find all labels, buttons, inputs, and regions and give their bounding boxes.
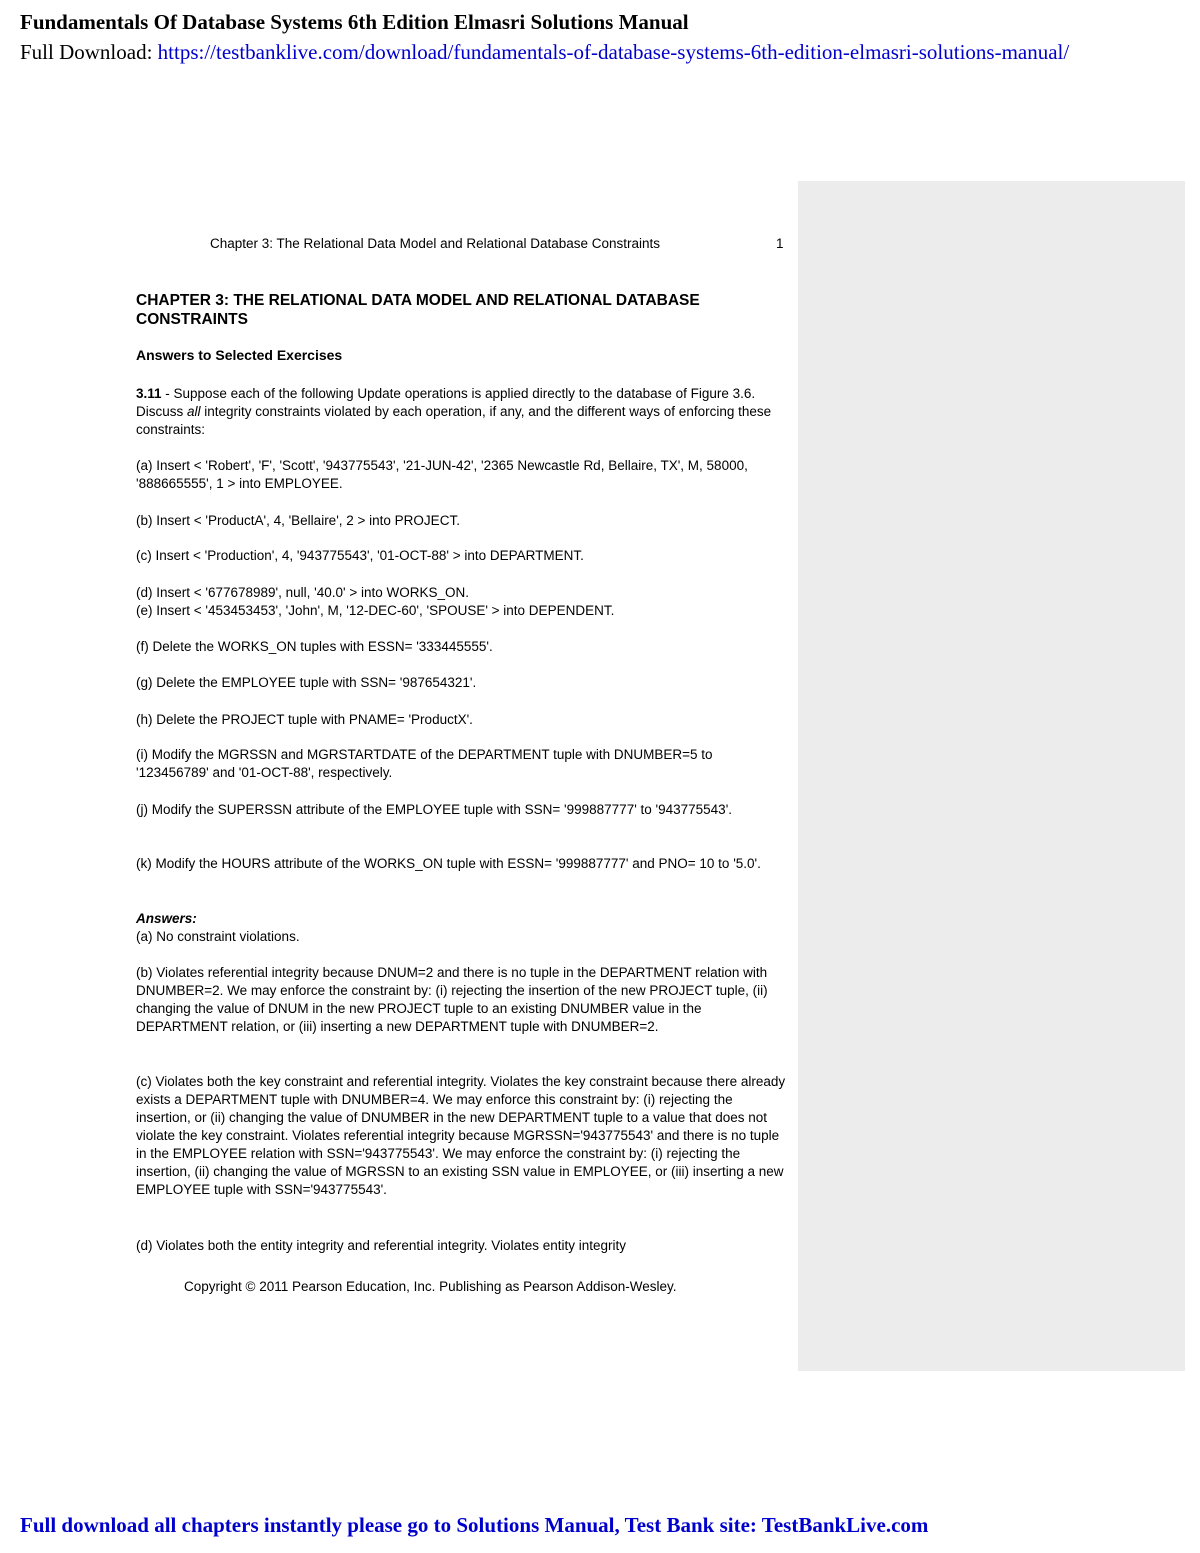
copyright-notice: Copyright © 2011 Pearson Education, Inc. Publishing as Pearson Addison-Wesley. bbox=[184, 1279, 677, 1294]
exercise-item-e: (e) Insert < '453453453', 'John', M, '12-DEC-60', 'SPOUSE' > into DEPENDENT. bbox=[136, 603, 615, 618]
answer-c: (c) Violates both the key constraint and referential integrity. Violates the key constraint because there already exists a DEPARTMENT tuple with DNUMBER=4. We may enforce this constraint by: (i) rejecting the insertion, or (ii) changing the value of DNUMBER in the new DEPARTMENT tuple to a value that does not violate the key constraint. Violates referential integrity because MGRSSN='943775543' and there is no tuple in the EMPLOYEE relation with SSN='943775543'. We may enforce the constraint by: (i) rejecting the insertion, (ii) changing the value of MGRSSN to an existing SSN value in EMPLOYEE, or (iii) inserting a new EMPLOYEE tuple with SSN='943775543'. bbox=[136, 1074, 786, 1197]
section-title: Answers to Selected Exercises bbox=[136, 347, 343, 363]
exercise-item-f: (f) Delete the WORKS_ON tuples with ESSN= '333445555'. bbox=[136, 639, 493, 654]
answer-b: (b) Violates referential integrity because DNUM=2 and there is no tuple in the DEPARTMENT relation with DNUMBER=2. We may enforce the constraint by: (i) rejecting the insertion of the new PROJECT tuple, (ii) changing the value of DNUM in the new PROJECT tuple to an existing DNUMBER value in the DEPARTMENT relation, or (iii) inserting a new DEPARTMENT tuple with DNUMBER=2. bbox=[136, 965, 768, 1034]
footer-banner[interactable]: Full download all chapters instantly please go to Solutions Manual, Test Bank site: TestBankLive.com bbox=[20, 1513, 929, 1537]
document-title: Fundamentals Of Database Systems 6th Edition Elmasri Solutions Manual bbox=[20, 10, 689, 34]
exercise-number: 3.11 bbox=[136, 386, 162, 401]
exercise-item-g: (g) Delete the EMPLOYEE tuple with SSN= '987654321'. bbox=[136, 675, 477, 690]
exercise-item-c: (c) Insert < 'Production', 4, '943775543', '01-OCT-88' > into DEPARTMENT. bbox=[136, 548, 584, 563]
answer-d: (d) Violates both the entity integrity and referential integrity. Violates entity integrity bbox=[136, 1238, 627, 1253]
exercise-intro-emphasis: all bbox=[187, 404, 201, 419]
chapter-title: CHAPTER 3: THE RELATIONAL DATA MODEL AND RELATIONAL DATABASE CONSTRAINTS bbox=[136, 292, 700, 328]
download-line bbox=[20, 40, 1069, 65]
exercise-intro-text-a: - Suppose each of the following Update operations is applied directly to the database of Figure 3.6. Discuss bbox=[136, 386, 756, 419]
download-label: Full Download: bbox=[20, 40, 158, 64]
exercise-item-b: (b) Insert < 'ProductA', 4, 'Bellaire', 2 > into PROJECT. bbox=[136, 513, 460, 528]
exercise-intro-text-b: integrity constraints violated by each operation, if any, and the different ways of enforcing these constraints: bbox=[136, 404, 772, 437]
exercise-item-k: (k) Modify the HOURS attribute of the WORKS_ON tuple with ESSN= '999887777' and PNO= 10 to '5.0'. bbox=[136, 856, 761, 871]
download-link[interactable]: https://testbanklive.com/download/fundamentals-of-database-systems-6th-edition-elmasri-solutions-manual/ bbox=[157, 40, 1070, 64]
running-header: Chapter 3: The Relational Data Model and Relational Database Constraints bbox=[210, 236, 661, 251]
exercise-item-a: (a) Insert < 'Robert', 'F', 'Scott', '943775543', '21-JUN-42', '2365 Newcastle Rd, Bellaire, TX', M, 58000, '888665555', 1 > into EMPLOYEE. bbox=[136, 458, 748, 491]
answers-block bbox=[136, 910, 786, 946]
exercise-item-j: (j) Modify the SUPERSSN attribute of the EMPLOYEE tuple with SSN= '999887777' to '943775543'. bbox=[136, 802, 733, 817]
answer-a: (a) No constraint violations. bbox=[136, 929, 300, 944]
exercise-item-i: (i) Modify the MGRSSN and MGRSTARTDATE of the DEPARTMENT tuple with DNUMBER=5 to '123456789' and '01-OCT-88', respectively. bbox=[136, 747, 713, 780]
exercise-item-h: (h) Delete the PROJECT tuple with PNAME= 'ProductX'. bbox=[136, 712, 473, 727]
page-number: 1 bbox=[776, 236, 784, 251]
exercise-intro bbox=[136, 385, 786, 439]
comment-margin-panel bbox=[798, 181, 1185, 1371]
exercise-item-d: (d) Insert < '677678989', null, '40.0' > into WORKS_ON. bbox=[136, 585, 469, 600]
answers-label: Answers: bbox=[136, 911, 197, 926]
